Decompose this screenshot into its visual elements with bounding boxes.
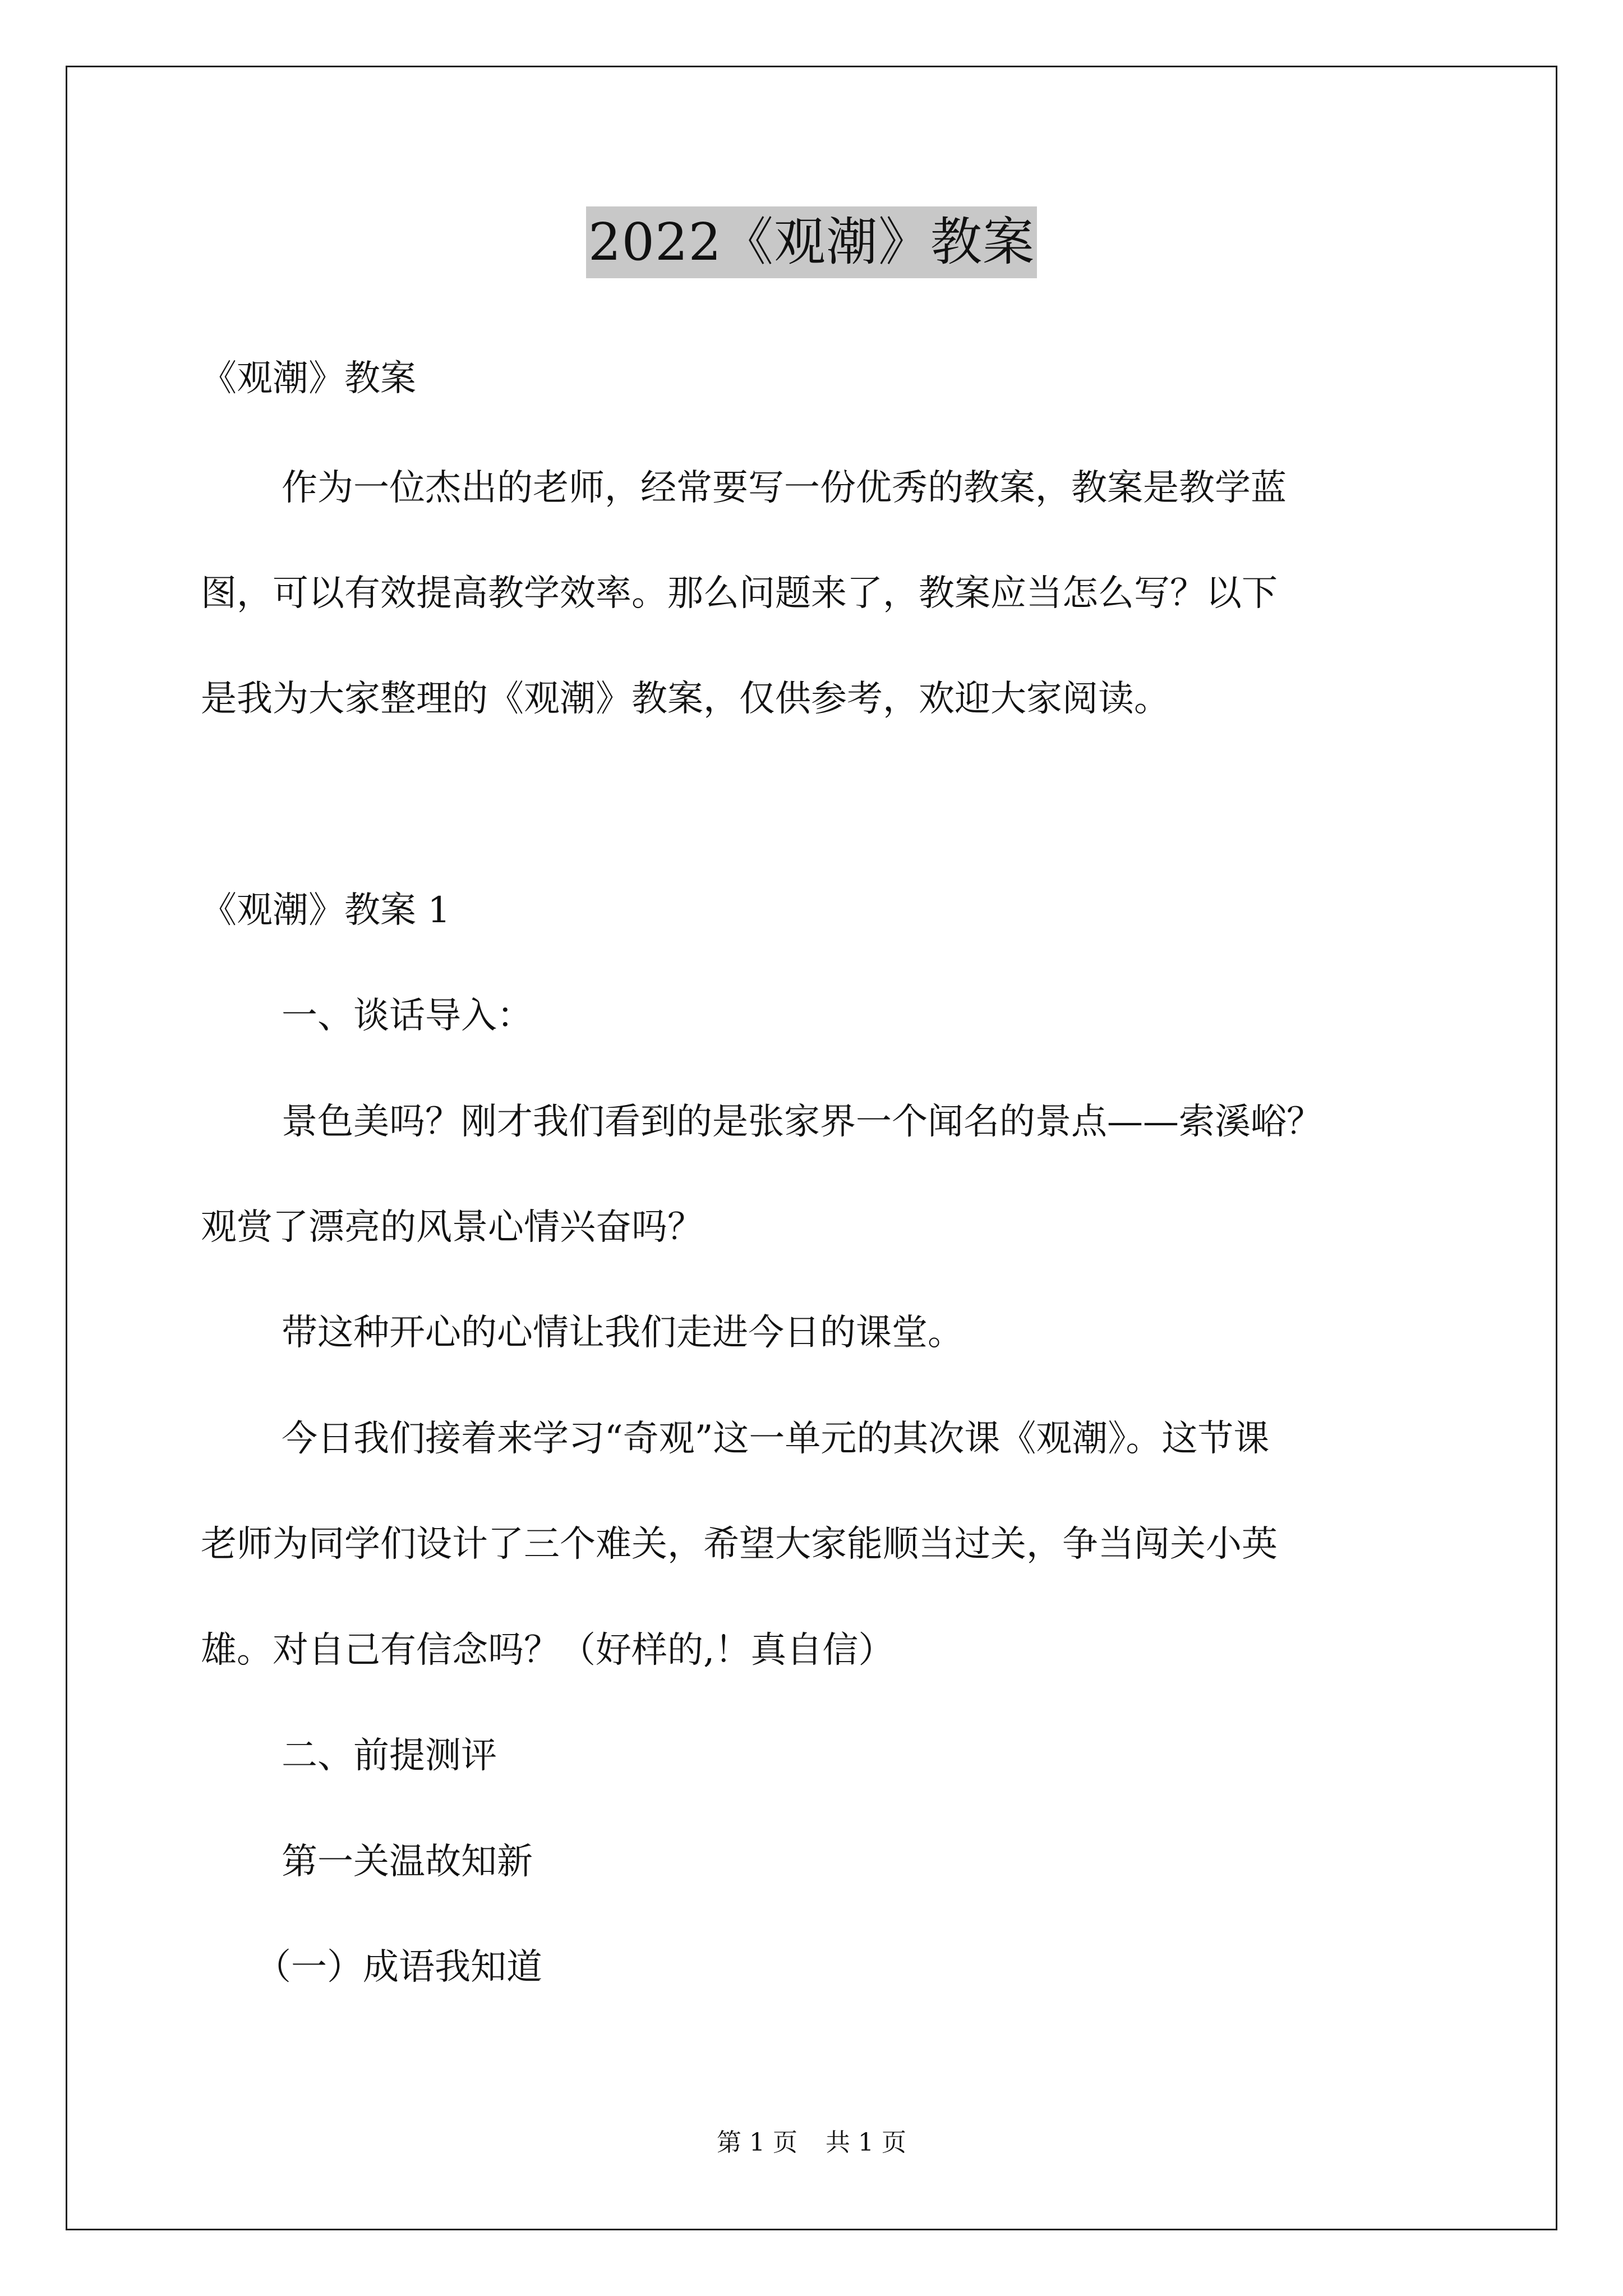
document-title: 2022《观潮》教案 xyxy=(586,206,1037,278)
intro-line: 图，可以有效提高教学效率。那么问题来了，教案应当怎么写？以下 xyxy=(201,573,1278,614)
body-line: 第一关温故知新 xyxy=(282,1841,533,1883)
title-wrap xyxy=(0,206,1623,278)
section-heading: 《观潮》教案 1 xyxy=(201,890,451,931)
body-line: 一、谈话导入： xyxy=(282,995,533,1037)
body-line: 雄。对自己有信念吗？（好样的,！真自信） xyxy=(201,1630,895,1671)
body-line: 景色美吗？刚才我们看到的是张家界一个闻名的景点——索溪峪？ xyxy=(282,1101,1322,1143)
page-number-total: 共 1 页 xyxy=(826,2128,906,2157)
body-line: （一）成语我知道 xyxy=(255,1947,542,1988)
body-line: 老师为同学们设计了三个难关，希望大家能顺当过关，争当闯关小英 xyxy=(201,1524,1278,1565)
intro-line: 作为一位杰出的老师，经常要写一份优秀的教案，教案是教学蓝 xyxy=(282,467,1287,509)
body-line: 今日我们接着来学习“奇观”这一单元的其次课《观潮》。这节课 xyxy=(282,1418,1270,1460)
intro-line: 是我为大家整理的《观潮》教案，仅供参考，欢迎大家阅读。 xyxy=(201,678,1170,720)
body-line: 带这种开心的心情让我们走进今日的课堂。 xyxy=(282,1312,963,1354)
document-subtitle: 《观潮》教案 xyxy=(201,358,416,399)
page-footer xyxy=(0,2127,1623,2159)
page-number-current: 第 1 页 xyxy=(717,2128,797,2157)
body-line: 二、前提测评 xyxy=(282,1735,497,1777)
body-line: 观赏了漂亮的风景心情兴奋吗？ xyxy=(201,1207,703,1248)
